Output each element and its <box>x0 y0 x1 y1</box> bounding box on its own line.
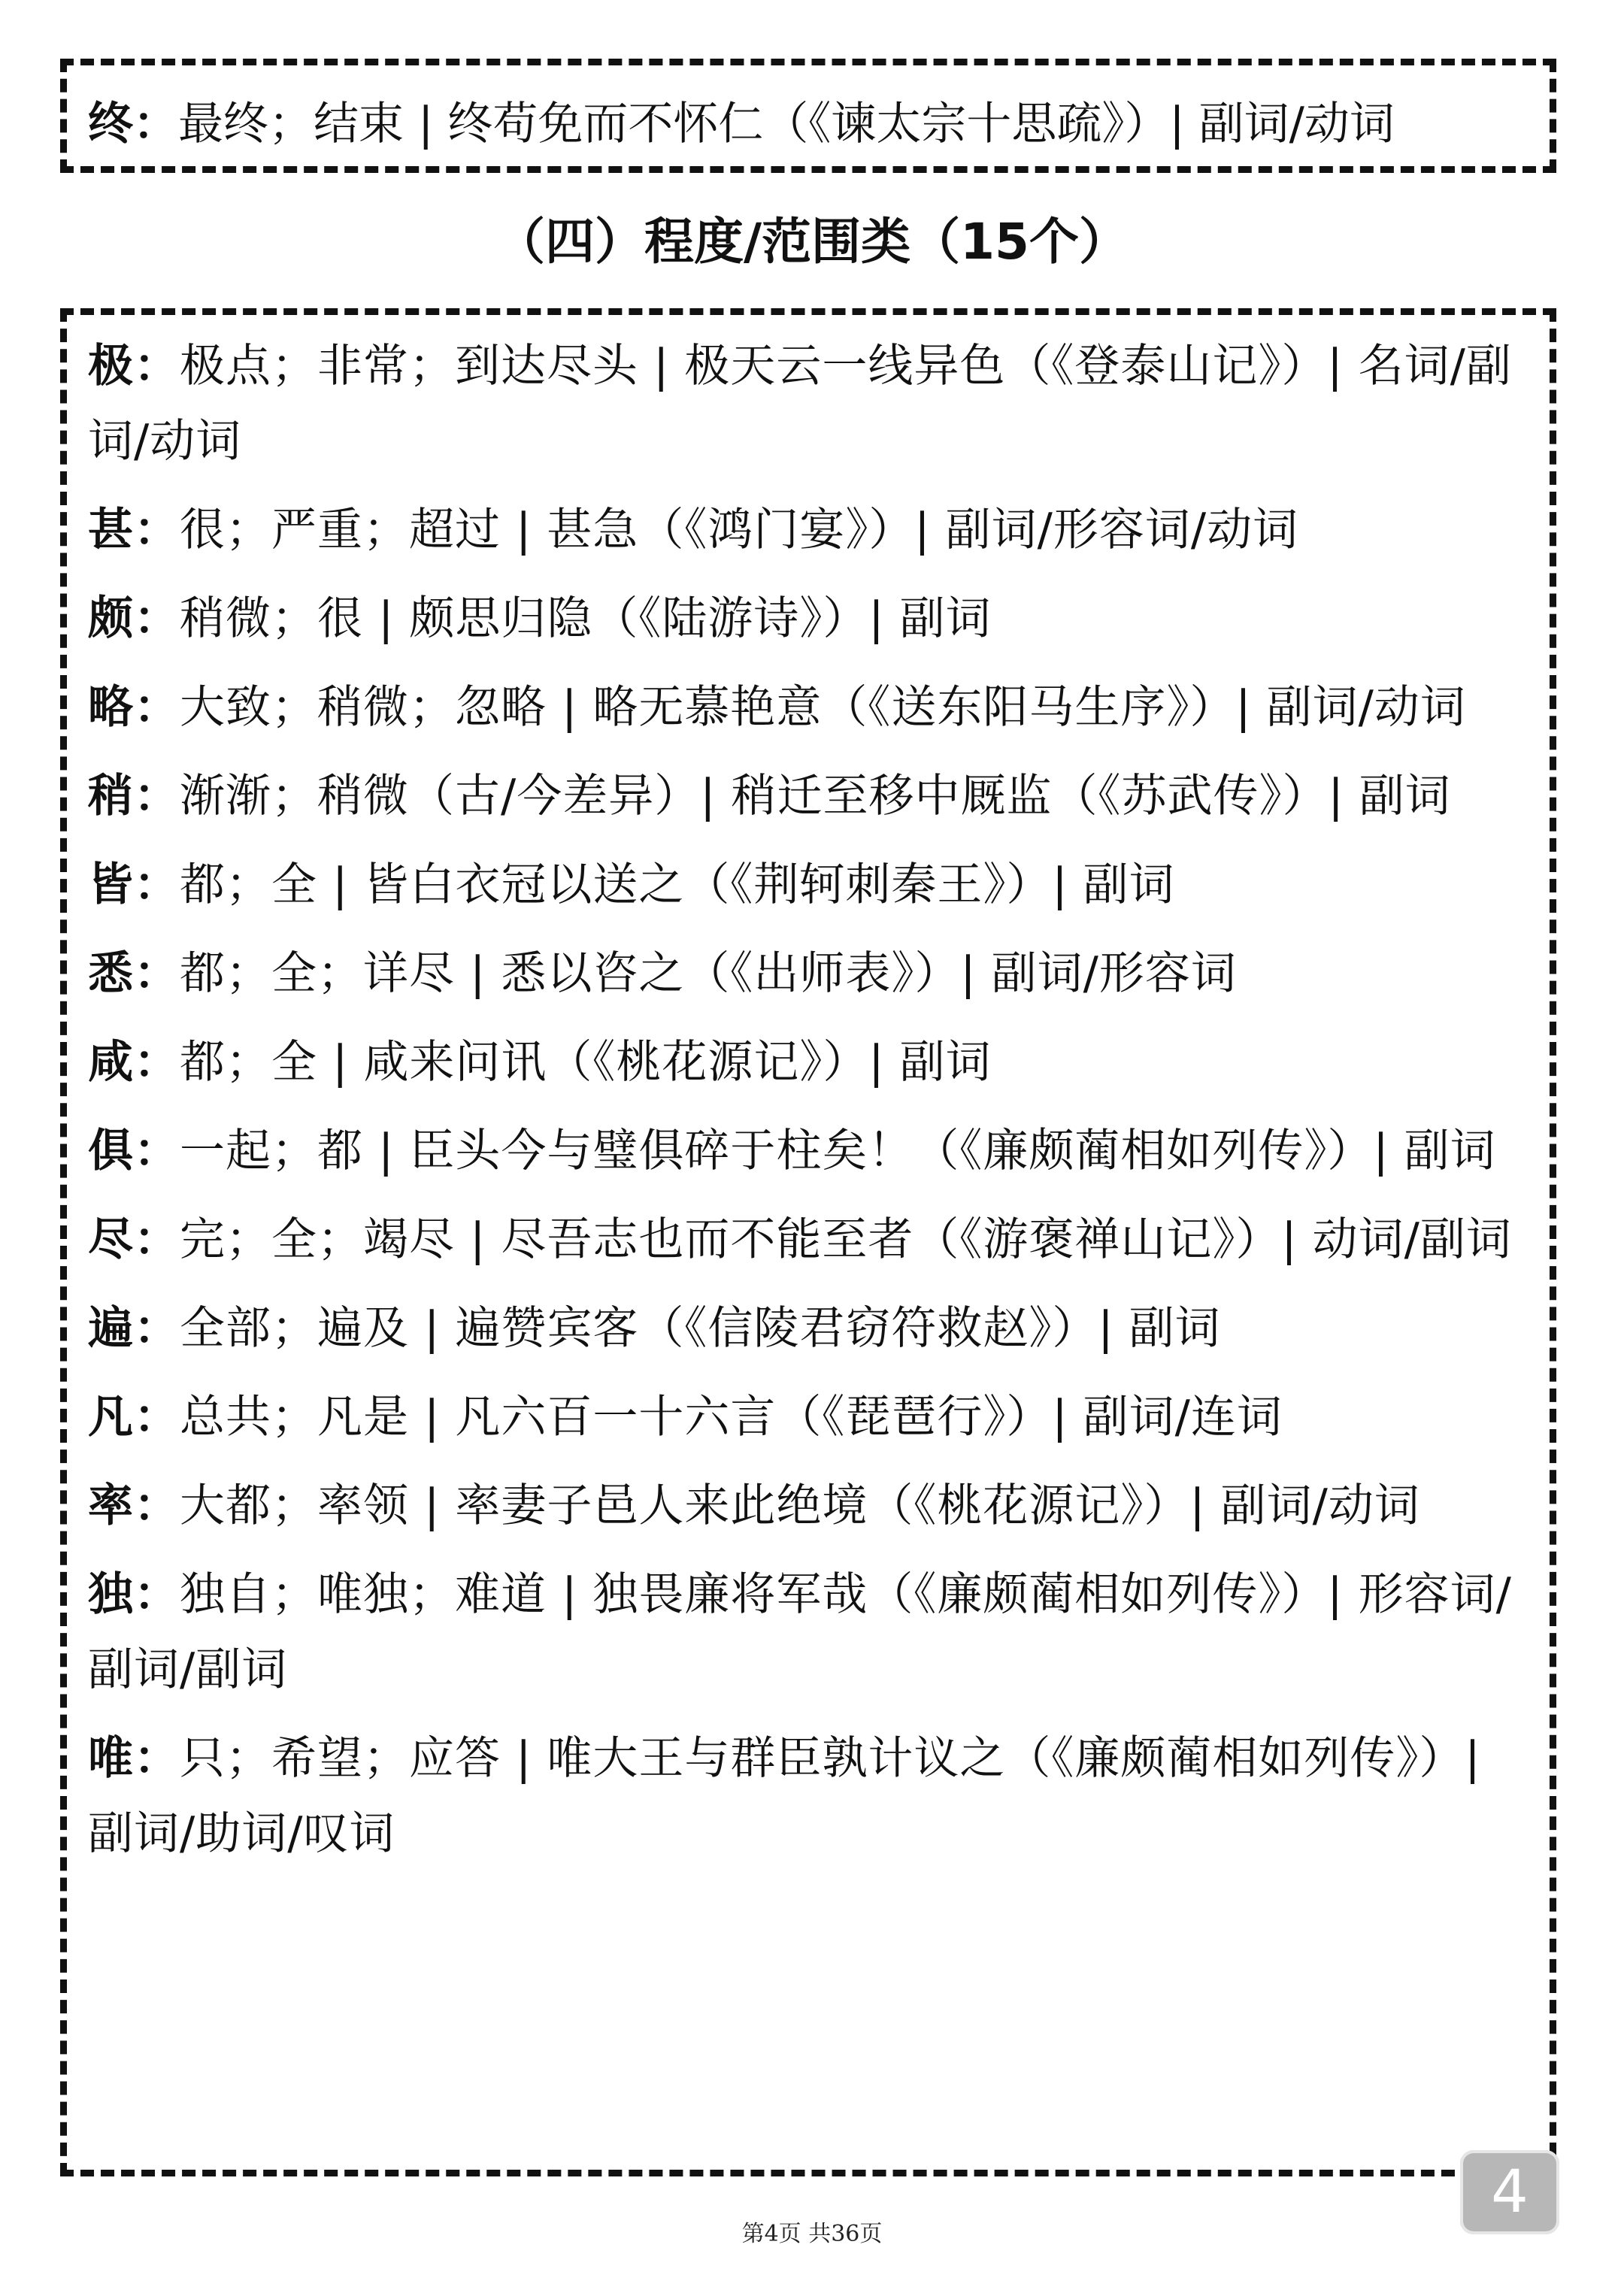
entry-zhong <box>88 95 1529 153</box>
entry-head: 咸： <box>88 1036 180 1089</box>
entry-ji <box>88 329 1529 479</box>
entry-shen <box>88 492 1529 568</box>
entry-jie <box>88 847 1529 922</box>
entry-head: 颇： <box>88 592 180 645</box>
entry-head: 终： <box>88 98 178 150</box>
entry-head: 极： <box>88 340 180 392</box>
entry-head: 唯： <box>88 1732 180 1785</box>
entry-text: 渐渐；稍微（古/今差异）| 稍迁至移中厩监（《苏武传》）| 副词 <box>180 770 1451 822</box>
entry-fan <box>88 1380 1529 1455</box>
entry-head: 略： <box>88 681 180 734</box>
page-footer: 第4页 共36页 <box>741 2221 883 2247</box>
entry-text: 都；全 | 皆白衣冠以送之（《荆轲刺秦王》）| 副词 <box>180 859 1175 911</box>
entry-head: 率： <box>88 1480 180 1532</box>
entry-text: 稍微；很 | 颇思归隐（《陆游诗》）| 副词 <box>180 592 992 645</box>
entry-bian <box>88 1291 1529 1366</box>
entry-head: 皆： <box>88 859 180 911</box>
entry-du <box>88 1557 1529 1707</box>
entry-lue <box>88 670 1529 745</box>
entry-text: 一起；都 | 臣头今与璧俱碎于柱矣！（《廉颇蔺相如列传》）| 副词 <box>180 1125 1496 1177</box>
entry-text: 全部；遍及 | 遍赞宾客（《信陵君窃符救赵》）| 副词 <box>180 1302 1221 1355</box>
entry-text: 大都；率领 | 率妻子邑人来此绝境（《桃花源记》）| 副词/动词 <box>180 1480 1420 1532</box>
entry-text: 完；全；竭尽 | 尽吾志也而不能至者（《游褒禅山记》）| 动词/副词 <box>180 1213 1512 1266</box>
entry-text: 只；希望；应答 | 唯大王与群臣孰计议之（《廉颇蔺相如列传》）| 副词/助词/叹词 <box>88 1732 1481 1860</box>
entry-shao <box>88 759 1529 834</box>
entry-text: 独自；唯独；难道 | 独畏廉将军哉（《廉颇蔺相如列传》）| 形容词/副词/副词 <box>88 1568 1512 1696</box>
entry-xian <box>88 1025 1529 1100</box>
section-title: （四）程度/范围类（15个） <box>495 213 1129 271</box>
entry-text: 大致；稍微；忽略 | 略无慕艳意（《送东阳马生序》）| 副词/动词 <box>180 681 1466 734</box>
entry-ju <box>88 1113 1529 1189</box>
entry-xi <box>88 936 1529 1011</box>
entry-text: 都；全 | 咸来问讯（《桃花源记》）| 副词 <box>180 1036 992 1089</box>
entry-head: 遍： <box>88 1302 180 1355</box>
entry-head: 悉： <box>88 947 180 1000</box>
entry-head: 甚： <box>88 504 180 556</box>
top-entry-box <box>60 59 1556 173</box>
entry-head: 稍： <box>88 770 180 822</box>
entry-text: 最终；结束 | 终苟免而不怀仁（《谏太宗十思疏》）| 副词/动词 <box>178 98 1395 150</box>
entry-head: 俱： <box>88 1125 180 1177</box>
entry-po <box>88 581 1529 656</box>
entry-shuai <box>88 1468 1529 1543</box>
entries-box <box>60 308 1556 2176</box>
page-number-badge: 4 <box>1460 2150 1559 2234</box>
entry-jin <box>88 1202 1529 1277</box>
entry-head: 独： <box>88 1568 180 1621</box>
entry-text: 很；严重；超过 | 甚急（《鸿门宴》）| 副词/形容词/动词 <box>180 504 1299 556</box>
entry-text: 都；全；详尽 | 悉以咨之（《出师表》）| 副词/形容词 <box>180 947 1237 1000</box>
entry-head: 尽： <box>88 1213 180 1266</box>
entry-wei <box>88 1721 1529 1871</box>
entry-head: 凡： <box>88 1391 180 1443</box>
entry-text: 总共；凡是 | 凡六百一十六言（《琵琶行》）| 副词/连词 <box>180 1391 1283 1443</box>
entry-text: 极点；非常；到达尽头 | 极天云一线异色（《登泰山记》）| 名词/副词/动词 <box>88 340 1512 468</box>
